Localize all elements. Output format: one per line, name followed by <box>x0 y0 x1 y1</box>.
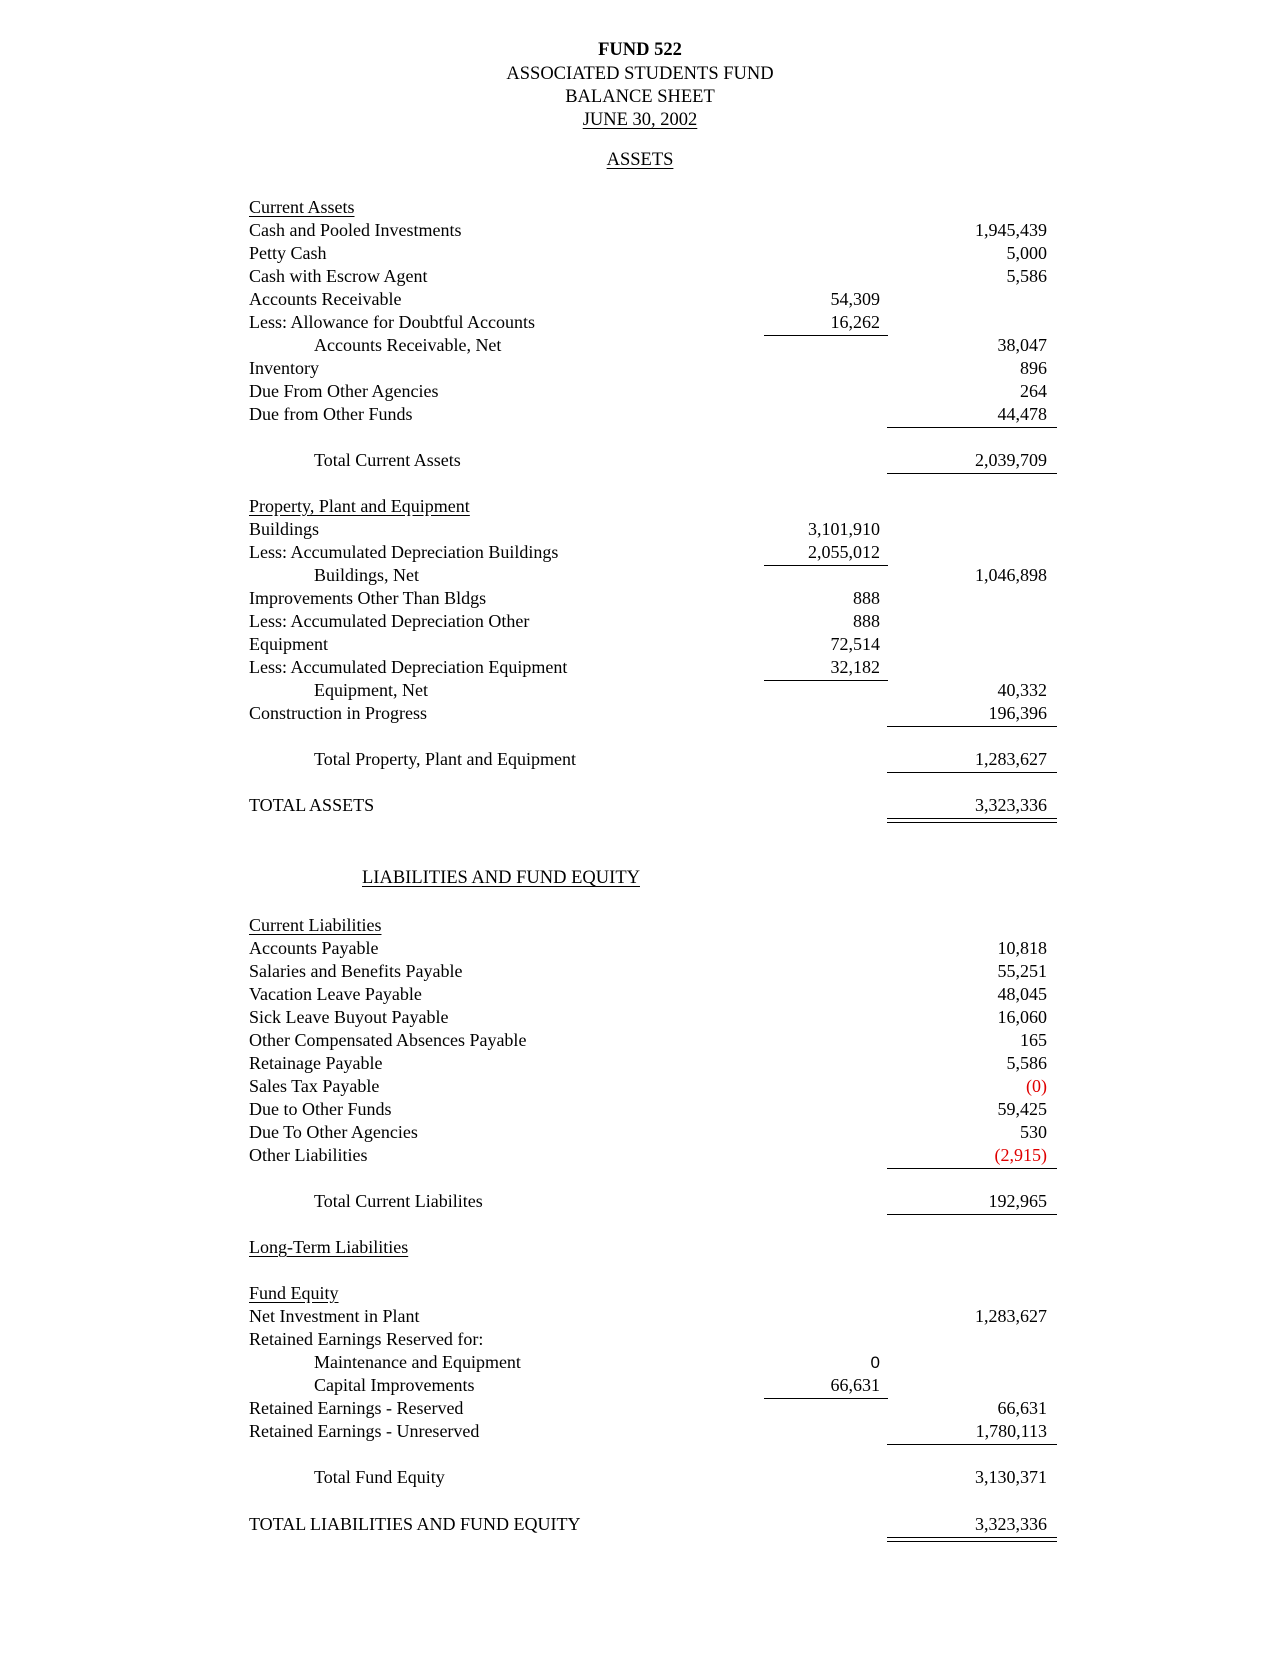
salaries-label: Salaries and Benefits Payable <box>249 961 463 981</box>
accounts-payable-label: Accounts Payable <box>249 938 379 958</box>
subtotal-rule <box>887 1168 1057 1169</box>
net-investment-label: Net Investment in Plant <box>249 1306 420 1326</box>
dep-other-value: 888 <box>853 611 880 631</box>
total-current-liabilities-label: Total Current Liabilites <box>314 1191 483 1211</box>
due-to-funds-value: 59,425 <box>997 1099 1047 1119</box>
petty-cash-value: 5,000 <box>1006 243 1047 263</box>
maintenance-label: Maintenance and Equipment <box>314 1352 521 1372</box>
subtotal-rule <box>764 680 888 681</box>
ppe-heading: Property, Plant and Equipment <box>249 496 470 516</box>
total-current-assets-label: Total Current Assets <box>314 450 461 470</box>
accounts-payable-value: 10,818 <box>997 938 1047 958</box>
total-ppe-label: Total Property, Plant and Equipment <box>314 749 577 769</box>
petty-cash-label: Petty Cash <box>249 243 327 263</box>
capital-improvements-value: 66,631 <box>830 1375 880 1395</box>
construction-label: Construction in Progress <box>249 703 427 723</box>
equipment-net-value: 40,332 <box>997 680 1047 700</box>
re-reserved-value: 66,631 <box>997 1398 1047 1418</box>
fund-number: FUND 522 <box>598 40 682 60</box>
subtotal-rule <box>764 565 888 566</box>
buildings-net-value: 1,046,898 <box>975 565 1047 585</box>
other-liabilities-value: (2,915) <box>994 1145 1047 1165</box>
long-term-liabilities-heading: Long-Term Liabilities <box>249 1237 409 1257</box>
total-current-liabilities-value: 192,965 <box>988 1191 1047 1211</box>
re-reserved-label: Retained Earnings - Reserved <box>249 1398 464 1418</box>
vacation-label: Vacation Leave Payable <box>249 984 422 1004</box>
due-from-agencies-label: Due From Other Agencies <box>249 381 439 401</box>
double-rule <box>887 818 1057 819</box>
double-rule <box>887 822 1057 823</box>
fund-equity-heading: Fund Equity <box>249 1283 339 1303</box>
double-rule <box>887 1541 1057 1542</box>
equipment-net-label: Equipment, Net <box>314 680 428 700</box>
allowance-label: Less: Allowance for Doubtful Accounts <box>249 312 535 332</box>
buildings-label: Buildings <box>249 519 320 539</box>
improvements-value: 888 <box>853 588 880 608</box>
due-to-agencies-label: Due To Other Agencies <box>249 1122 418 1142</box>
total-liabilities-equity-label: TOTAL LIABILITIES AND FUND EQUITY <box>249 1514 581 1534</box>
subtotal-rule <box>764 335 888 336</box>
dep-equipment-value: 32,182 <box>830 657 880 677</box>
total-current-assets-value: 2,039,709 <box>975 450 1047 470</box>
salaries-value: 55,251 <box>997 961 1047 981</box>
retainage-label: Retainage Payable <box>249 1053 383 1073</box>
other-liabilities-label: Other Liabilities <box>249 1145 368 1165</box>
escrow-cash-label: Cash with Escrow Agent <box>249 266 428 286</box>
inventory-label: Inventory <box>249 358 319 378</box>
re-reserved-for-label: Retained Earnings Reserved for: <box>249 1329 484 1349</box>
subtotal-rule <box>887 1444 1057 1445</box>
sick-leave-label: Sick Leave Buyout Payable <box>249 1007 449 1027</box>
fund-name: ASSOCIATED STUDENTS FUND <box>506 64 774 84</box>
improvements-label: Improvements Other Than Bldgs <box>249 588 487 608</box>
due-from-agencies-value: 264 <box>1020 381 1047 401</box>
due-to-agencies-value: 530 <box>1020 1122 1047 1142</box>
current-assets-heading: Current Assets <box>249 197 355 217</box>
statement-date: JUNE 30, 2002 <box>582 110 698 130</box>
total-ppe-value: 1,283,627 <box>975 749 1047 769</box>
ar-net-value: 38,047 <box>997 335 1047 355</box>
subtotal-rule <box>887 427 1057 428</box>
total-rule <box>887 473 1057 474</box>
total-fund-equity-value: 3,130,371 <box>975 1467 1047 1487</box>
sick-leave-value: 16,060 <box>997 1007 1047 1027</box>
due-to-funds-label: Due to Other Funds <box>249 1099 392 1119</box>
retainage-value: 5,586 <box>1006 1053 1047 1073</box>
equipment-label: Equipment <box>249 634 328 654</box>
statement-title: BALANCE SHEET <box>565 87 715 107</box>
subtotal-rule <box>764 1398 888 1399</box>
equipment-value: 72,514 <box>830 634 880 654</box>
inventory-value: 896 <box>1020 358 1047 378</box>
sales-tax-value: (0) <box>1026 1076 1047 1096</box>
vacation-value: 48,045 <box>997 984 1047 1004</box>
dep-buildings-value: 2,055,012 <box>808 542 880 562</box>
double-rule <box>887 1537 1057 1538</box>
total-assets-value: 3,323,336 <box>975 795 1047 815</box>
other-comp-label: Other Compensated Absences Payable <box>249 1030 527 1050</box>
ar-net-label: Accounts Receivable, Net <box>314 335 502 355</box>
subtotal-rule <box>887 726 1057 727</box>
dep-other-label: Less: Accumulated Depreciation Other <box>249 611 530 631</box>
cash-pooled-value: 1,945,439 <box>975 220 1047 240</box>
liabilities-section-title: LIABILITIES AND FUND EQUITY <box>362 868 640 888</box>
capital-improvements-label: Capital Improvements <box>314 1375 475 1395</box>
construction-value: 196,396 <box>988 703 1047 723</box>
due-from-funds-value: 44,478 <box>997 404 1047 424</box>
total-assets-label: TOTAL ASSETS <box>249 795 375 815</box>
allowance-value: 16,262 <box>830 312 880 332</box>
due-from-funds-label: Due from Other Funds <box>249 404 413 424</box>
maintenance-value: 0 <box>870 1353 880 1372</box>
dep-equipment-label: Less: Accumulated Depreciation Equipment <box>249 657 568 677</box>
total-liabilities-equity-value: 3,323,336 <box>975 1514 1047 1534</box>
escrow-cash-value: 5,586 <box>1006 266 1047 286</box>
net-investment-value: 1,283,627 <box>975 1306 1047 1326</box>
accounts-receivable-value: 54,309 <box>830 289 880 309</box>
buildings-net-label: Buildings, Net <box>314 565 420 585</box>
cash-pooled-label: Cash and Pooled Investments <box>249 220 462 240</box>
total-rule <box>887 772 1057 773</box>
other-comp-value: 165 <box>1020 1030 1047 1050</box>
dep-buildings-label: Less: Accumulated Depreciation Buildings <box>249 542 559 562</box>
sales-tax-label: Sales Tax Payable <box>249 1076 380 1096</box>
total-fund-equity-label: Total Fund Equity <box>314 1467 445 1487</box>
total-rule <box>887 1214 1057 1215</box>
accounts-receivable-label: Accounts Receivable <box>249 289 402 309</box>
re-unreserved-label: Retained Earnings - Unreserved <box>249 1421 480 1441</box>
buildings-value: 3,101,910 <box>808 519 880 539</box>
re-unreserved-value: 1,780,113 <box>975 1421 1047 1441</box>
current-liabilities-heading: Current Liabilities <box>249 915 382 935</box>
assets-section-title: ASSETS <box>606 150 674 170</box>
